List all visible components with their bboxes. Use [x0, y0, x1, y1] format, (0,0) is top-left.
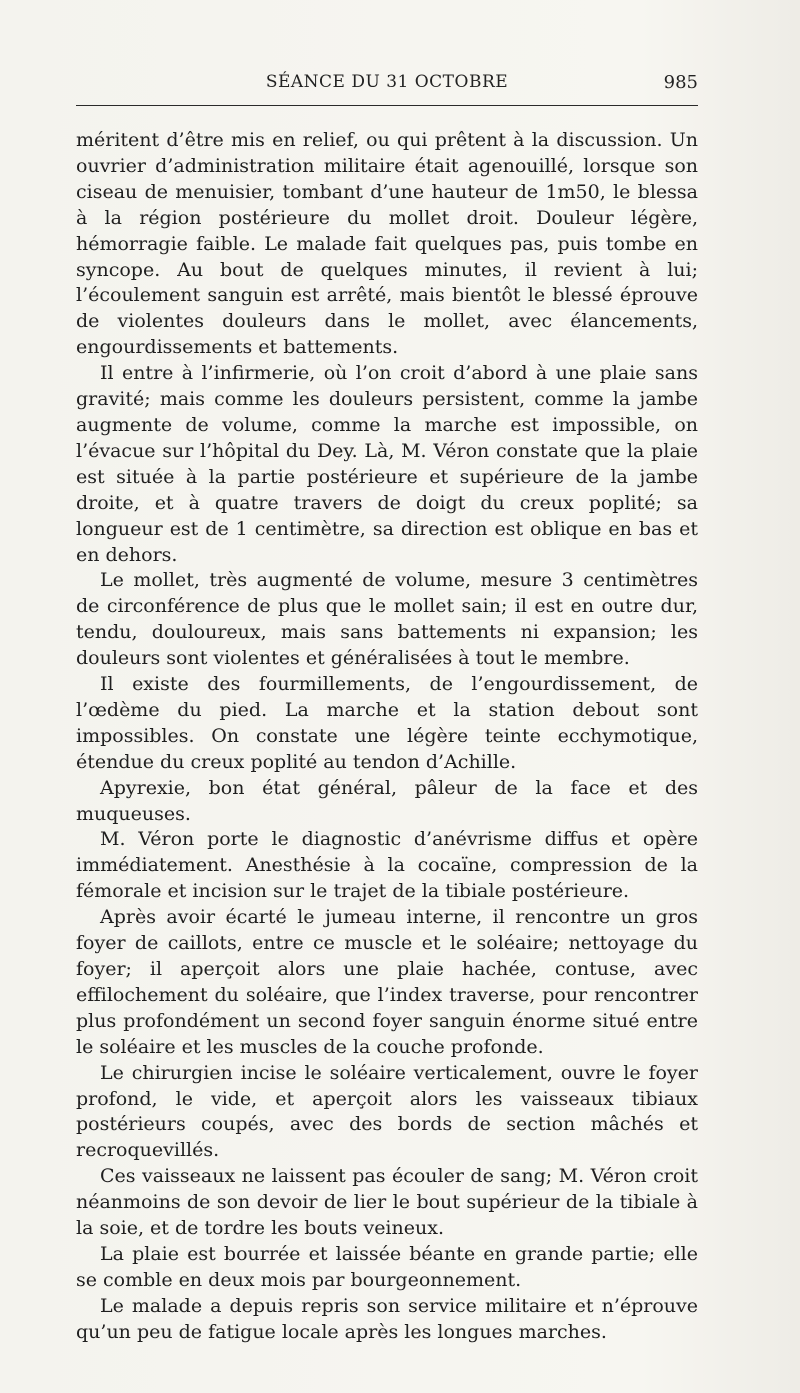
- paragraph-7: Après avoir écarté le jumeau interne, il rencontre un gros foyer de caillots, entre ce muscle et le soléaire; nettoyage du foyer; il aperçoit alors une plaie hachée, contuse, avec effilochement du soléaire, que l’index traverse, pour rencontrer plus profondément un second foyer sanguin énorme situé entre le soléaire et les muscles de la couche profonde.: [76, 906, 698, 1058]
- paragraph-8: Le chirurgien incise le soléaire verticalement, ouvre le foyer profond, le vide, et aperçoit alors les vaisseaux tibiaux postérieurs coupés, avec des bords de section mâchés et recroquevillés.: [76, 1061, 698, 1162]
- paragraph-3: Le mollet, très augmenté de volume, mesure 3 centimètres de circonférence de plus que le mollet sain; il est en outre dur, tendu, douloureux, mais sans battements ni expansion; les douleurs sont violentes et généralisées à tout le membre.: [76, 569, 698, 670]
- paragraph-11: Le malade a depuis repris son service militaire et n’éprouve qu’un peu de fatigue locale après les longues marches.: [76, 1294, 698, 1343]
- page-header: [76, 72, 698, 106]
- paragraph-1: méritent d’être mis en relief, ou qui prêtent à la discussion. Un ouvrier d’administration militaire était agenouillé, lorsque son ciseau de menuisier, tombant d’une hauteur de 1m50, le blessa à la région postérieure du mollet droit. Douleur légère, hémorragie faible. Le malade fait quelques pas, puis tombe en syncope. Au bout de quelques minutes, il revient à lui; l’écoulement sanguin est arrêté, mais bientôt le blessé éprouve de violentes douleurs dans le mollet, avec élancements, engourdissements et battements.: [76, 129, 698, 359]
- paragraph-5: Apyrexie, bon état général, pâleur de la face et des muqueuses.: [76, 776, 698, 825]
- paragraph-2: Il entre à l’infirmerie, où l’on croit d’abord à une plaie sans gravité; mais comme les douleurs persistent, comme la jambe augmente de volume, comme la marche est impossible, on l’évacue sur l’hôpital du Dey. Là, M. Véron constate que la plaie est située à la partie postérieure et supérieure de la jambe droite, et à quatre travers de doigt du creux poplité; sa longueur est de 1 centimètre, sa direction est oblique en bas et en dehors.: [76, 362, 698, 566]
- page-number: 985: [663, 72, 698, 93]
- body-text: [76, 128, 698, 1346]
- paragraph-4: Il existe des fourmillements, de l’engourdissement, de l’œdème du pied. La marche et la station debout sont impossibles. On constate une légère teinte ecchymotique, étendue du creux poplité au tendon d’Achille.: [76, 673, 698, 773]
- running-title: SÉANCE DU 31 OCTOBRE: [265, 72, 509, 92]
- paragraph-10: La plaie est bourrée et laissée béante en grande partie; elle se comble en deux mois par bourgeonnement.: [76, 1242, 698, 1291]
- paragraph-9: Ces vaisseaux ne laissent pas écouler de sang; M. Véron croit néanmoins de son devoir de lier le bout supérieur de la tibiale à la soie, et de tordre les bouts veineux.: [76, 1165, 698, 1240]
- paragraph-6: M. Véron porte le diagnostic d’anévrisme diffus et opère immédiatement. Anesthésie à la cocaïne, compression de la fémorale et incision sur le trajet de la tibiale postérieure.: [76, 828, 698, 903]
- header-rule: [76, 105, 698, 106]
